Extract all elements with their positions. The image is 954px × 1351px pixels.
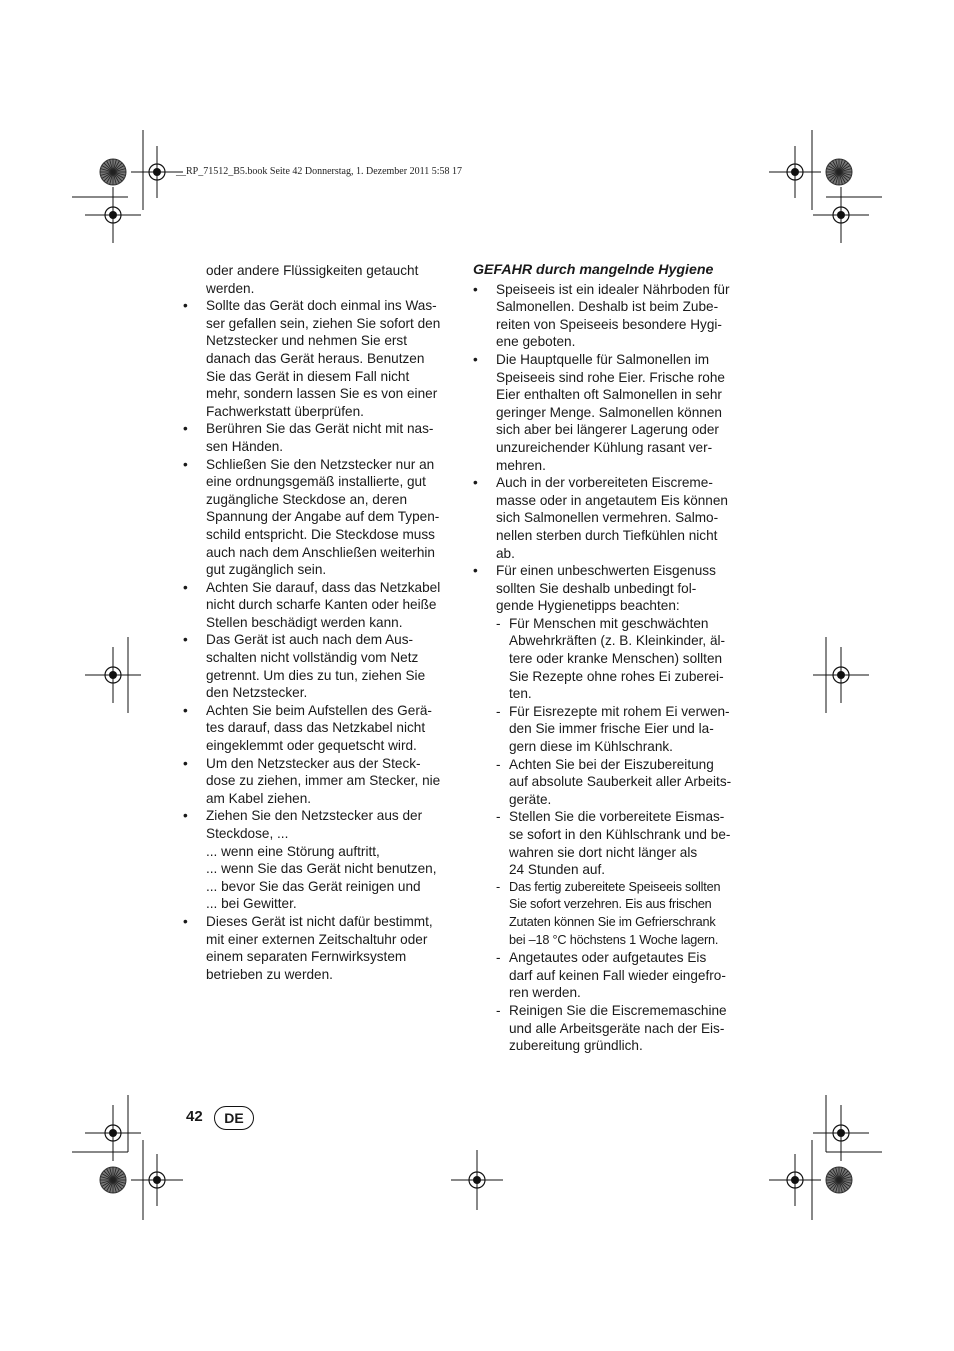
color-target-icon — [100, 1167, 126, 1193]
text-line: ser gefallen sein, ziehen Sie sofort den — [206, 315, 441, 331]
bullet-icon: • — [183, 808, 188, 824]
crosshair-icon — [131, 146, 183, 198]
text-line: einem separaten Fernwirksystem — [206, 949, 407, 965]
ellipsis-line: ... bevor Sie das Gerät reinigen und — [206, 878, 421, 894]
text-line: oder andere Flüssigkeiten getaucht — [206, 263, 419, 278]
text-line: sich aber bei längerer Lagerung oder — [496, 422, 719, 438]
text-line: zugängliche Steckdose an, deren — [206, 491, 408, 507]
text-line: Sollte das Gerät doch einmal ins Was- — [206, 298, 437, 314]
text-line: Dieses Gerät ist nicht dafür bestimmt, — [206, 913, 433, 929]
text-line: Achten Sie darauf, dass das Netzkabel — [206, 579, 441, 595]
text-line: dose zu ziehen, immer am Stecker, nie — [206, 773, 441, 789]
bullet-icon: • — [473, 351, 478, 367]
ellipsis-line: ... wenn eine Störung auftritt, — [206, 843, 380, 859]
crosshair-icon — [85, 1105, 141, 1161]
text-line: betrieben zu werden. — [206, 966, 333, 982]
text-line: Steckdose, ... — [206, 826, 289, 841]
crosshair-icon — [813, 187, 869, 243]
page-number: 42 — [186, 1108, 203, 1125]
dash-icon: - — [496, 809, 501, 825]
text-line: eine ordnungsgemäß installierte, gut — [206, 474, 426, 490]
text-line: Um den Netzstecker aus der Steck- — [206, 755, 421, 771]
text-line: den Sie immer frische Eier und la- — [509, 721, 714, 737]
text-line: reiten von Speiseeis besondere Hygi- — [496, 316, 722, 332]
text-line: eingeklemmt oder gequetscht wird. — [206, 738, 417, 754]
language-badge: DE — [214, 1106, 254, 1130]
text-line: Spannung der Angabe auf dem Typen- — [206, 509, 440, 525]
text-line: Reinigen Sie die Eiscrememaschine — [509, 1002, 727, 1018]
text-line: Für einen unbeschwerten Eisgenuss — [496, 563, 716, 579]
text-line: Für Eisrezepte mit rohem Ei verwen- — [509, 703, 730, 719]
text-line: wahren sie dort nicht länger als — [509, 844, 698, 860]
text-line: Stellen Sie die vorbereitete Eismas- — [509, 809, 725, 825]
crosshair-icon — [813, 647, 869, 703]
text-line: Schließen Sie den Netzstecker nur an — [206, 456, 435, 472]
dash-icon: - — [496, 615, 501, 631]
print-header: __RP_71512_B5.book Seite 42 Donnerstag, 1. Dezember 2011 5:58 17 — [176, 166, 462, 177]
text-line: Auch in der vorbereiteten Eiscreme- — [496, 475, 713, 491]
text-line: Salmonellen. Deshalb ist beim Zube- — [496, 299, 719, 315]
section-heading: GEFAHR durch mangelnde Hygiene — [473, 262, 714, 278]
bullet-icon: • — [183, 579, 188, 595]
crosshair-icon — [85, 647, 141, 703]
text-line: zubereitung gründlich. — [509, 1038, 643, 1054]
bullet-icon: • — [473, 563, 478, 579]
text-line: ten. — [509, 686, 532, 702]
text-line: nellen sterben durch Tiefkühlen nicht — [496, 527, 718, 543]
text-line: Stellen beschädigt werden kann. — [206, 614, 403, 630]
text-line: Fachwerkstatt überprüfen. — [206, 403, 364, 419]
text-line: gende Hygienetipps beachten: — [496, 598, 680, 614]
crosshair-icon — [131, 1154, 183, 1206]
text-line: Netzstecker und nehmen Sie erst — [206, 333, 407, 349]
text-line: 24 Stunden auf. — [509, 862, 605, 878]
text-line: schild entspricht. Die Steckdose muss — [206, 526, 435, 542]
text-line: ab. — [496, 545, 515, 561]
text-line: sich Salmonellen vermehren. Salmo- — [496, 510, 719, 526]
color-target-icon — [826, 1167, 852, 1193]
text-line: Speiseeis sind rohe Eier. Frische rohe — [496, 369, 725, 385]
bullet-icon: • — [473, 475, 478, 491]
text-line: Eier enthalten oft Salmonellen in sehr — [496, 387, 722, 403]
text-line: Ziehen Sie den Netzstecker aus der — [206, 808, 423, 824]
text-line: Sie sofort verzehren. Eis aus frischen — [509, 897, 712, 912]
dash-icon: - — [496, 879, 501, 894]
text-line: tes darauf, dass das Netzkabel nicht — [206, 720, 426, 736]
text-line: Die Hauptquelle für Salmonellen im — [496, 351, 710, 367]
text-line: geringer Menge. Salmonellen können — [496, 404, 722, 420]
text-line: und alle Arbeitsgeräte nach der Eis- — [509, 1020, 725, 1036]
bullet-icon: • — [183, 421, 188, 437]
text-line: Speiseeis ist ein idealer Nährboden für — [496, 281, 730, 297]
bullet-icon: • — [183, 298, 188, 314]
text-line: mehr, sondern lassen Sie es von einer — [206, 386, 438, 402]
bullet-icon: • — [183, 755, 188, 771]
text-line: Das fertig zubereitete Speiseeis sollten — [509, 879, 721, 894]
color-target-icon — [826, 159, 852, 185]
text-line: ren werden. — [509, 985, 581, 1001]
text-line: getrennt. Um dies zu tun, ziehen Sie — [206, 667, 426, 683]
text-line: bei –18 °C höchstens 1 Woche lagern. — [509, 932, 719, 947]
dash-icon: - — [496, 703, 501, 719]
text-line: Sie das Gerät in diesem Fall nicht — [206, 368, 410, 384]
text-line: Für Menschen mit geschwächten — [509, 615, 709, 631]
text-line: geräte. — [509, 791, 552, 807]
text-line: auch nach dem Anschließen weiterhin — [206, 544, 435, 560]
ellipsis-line: ... wenn Sie das Gerät nicht benutzen, — [206, 861, 437, 877]
text-line: sollten Sie deshalb unbedingt fol- — [496, 580, 697, 596]
text-line: am Kabel ziehen. — [206, 790, 312, 806]
text-line: sen Händen. — [206, 438, 284, 454]
dash-icon: - — [496, 756, 501, 772]
text-line: nicht durch scharfe Kanten oder heiße — [206, 597, 437, 613]
text-line: danach das Gerät heraus. Benutzen — [206, 350, 425, 366]
text-line: mehren. — [496, 457, 546, 473]
text-line: auf absolute Sauberkeit aller Arbeits- — [509, 774, 732, 790]
text-line: Sie Rezepte ohne rohes Ei zuberei- — [509, 668, 724, 684]
text-line: Achten Sie beim Aufstellen des Gerä- — [206, 702, 432, 718]
text-line: se sofort in den Kühlschrank und be- — [509, 827, 731, 842]
text-line: Achten Sie bei der Eiszubereitung — [509, 756, 714, 772]
text-line: Zutaten können Sie im Gefrierschrank — [509, 914, 716, 929]
crosshair-icon — [85, 187, 141, 243]
text-line: ene geboten. — [496, 334, 576, 350]
text-line: mit einer externen Zeitschaltuhr oder — [206, 931, 428, 947]
text-line: Das Gerät ist auch nach dem Aus- — [206, 632, 414, 648]
dash-icon: - — [496, 1002, 501, 1018]
crosshair-icon — [813, 1105, 869, 1161]
crosshair-icon — [769, 1154, 821, 1206]
text-line: unzureichender Kühlung rasant ver- — [496, 439, 713, 455]
crosshair-icon — [769, 146, 821, 198]
color-target-icon — [100, 159, 126, 185]
text-line: schalten nicht vollständig vom Netz — [206, 650, 419, 666]
text-line: Berühren Sie das Gerät nicht mit nas- — [206, 421, 434, 437]
bullet-icon: • — [183, 702, 188, 718]
text-line: Angetautes oder aufgetautes Eis — [509, 950, 707, 966]
ellipsis-line: ... bei Gewitter. — [206, 896, 297, 912]
bullet-icon: • — [183, 913, 188, 929]
dash-icon: - — [496, 950, 501, 966]
text-line: gut zugänglich sein. — [206, 562, 327, 578]
text-line: Abwehrkräften (z. B. Kleinkinder, äl- — [509, 633, 726, 649]
text-line: masse oder in angetautem Eis können — [496, 492, 728, 508]
text-line: darf auf keinen Fall wieder eingefro- — [509, 967, 726, 983]
bullet-icon: • — [473, 281, 478, 297]
text-line: den Netzstecker. — [206, 685, 308, 701]
text-line: gern diese im Kühlschrank. — [509, 739, 673, 755]
text-line: werden. — [206, 280, 255, 296]
text-line: tere oder kranke Menschen) sollten — [509, 651, 723, 667]
bullet-icon: • — [183, 632, 188, 648]
bullet-icon: • — [183, 456, 188, 472]
